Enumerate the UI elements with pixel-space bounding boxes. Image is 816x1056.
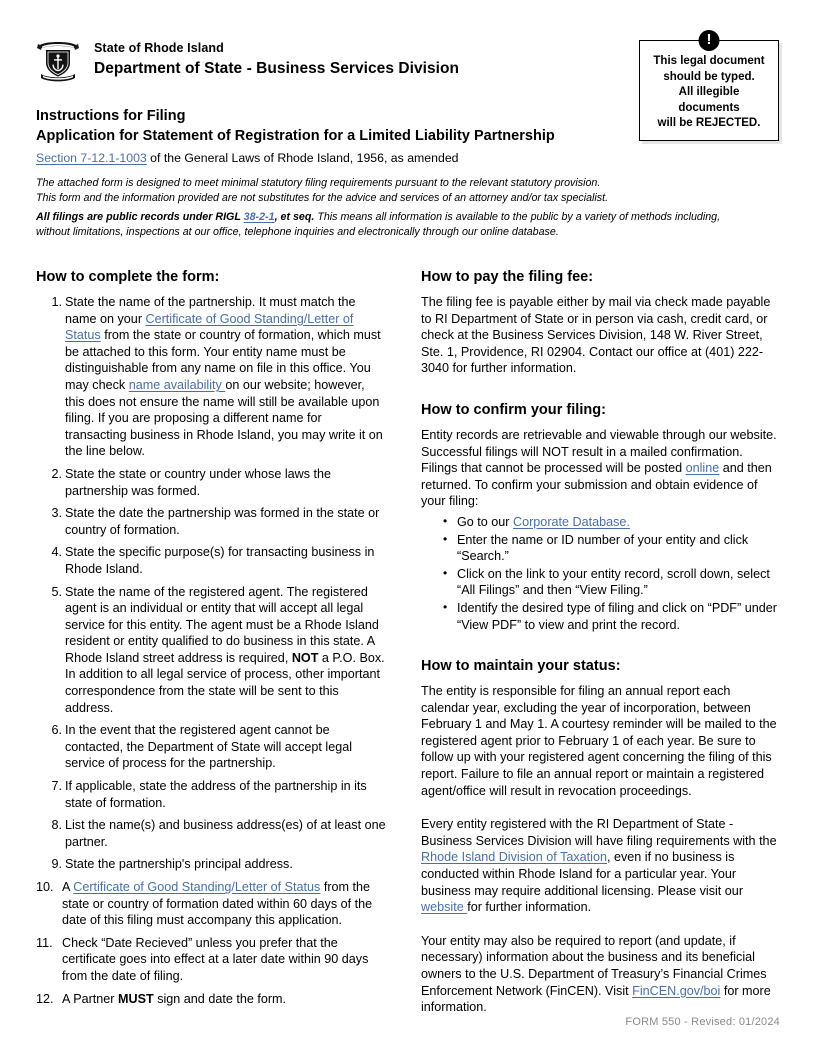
item-text-part1: State the name of the registered agent. The registered agent is an individual or entity that will accept all legal service for this entity. The agent must be a Rhode Island resident or entity qualified to do business in this state. A Rhode Island street address is required,	[65, 584, 379, 665]
item-text: State the specific purpose(s) for transacting business in Rhode Island.	[65, 545, 375, 576]
item-number: 9.	[51, 857, 62, 872]
public-records-rest: This means all information is available to the public by a variety of methods including, without limitations, inspections at our office, telephone inquiries and electronically through our online database.	[36, 211, 721, 238]
list-item	[36, 935, 386, 985]
list-item	[36, 466, 386, 499]
item-number: 5.	[51, 584, 62, 599]
item-text: List the name(s) and business address(es) of at least one partner.	[65, 818, 386, 849]
disclaimer-line-1: The attached form is designed to meet minimal statutory filing requirements pursuant to the relevant statutory provision.	[36, 177, 601, 189]
right-column	[421, 268, 779, 1029]
fincen-text-part1: Your entity may also be required to report (and update, if necessary) information about the business and its beneficial owners to the U.S. Department of Treasury’s Financial Crimes Enforcement Network (FinCEN). Visit	[421, 933, 767, 998]
maintain-status-paragraph-3	[421, 933, 779, 1016]
rhode-island-state-seal-icon	[36, 38, 80, 84]
item-number: 8.	[51, 818, 62, 833]
list-item	[443, 566, 779, 599]
list-item	[36, 294, 386, 460]
online-link[interactable]: online	[685, 461, 720, 476]
statute-link[interactable]: Section 7-12.1-1003	[36, 151, 147, 165]
bullet-text: Identify the desired type of filing and click on “PDF” under “View PDF” to view and print the record.	[457, 600, 777, 632]
confirm-filing-heading: How to confirm your filing:	[421, 401, 606, 418]
document-header	[36, 38, 459, 84]
item-text-part1: A	[62, 880, 74, 894]
list-item	[443, 532, 779, 565]
list-item	[36, 722, 386, 772]
notice-box	[639, 40, 779, 141]
fincen-text-part2: for more information.	[421, 983, 771, 1015]
confirm-filing-paragraph	[421, 427, 779, 510]
list-item	[36, 505, 386, 538]
public-records-paragraph	[36, 210, 726, 239]
exclamation-circle-icon: !	[699, 30, 720, 51]
item-number: 2.	[51, 466, 62, 481]
item-text-part3: a P.O. Box. In addition to all legal service of process, other important correspondence from the state will be sent to this address.	[65, 650, 385, 715]
item-text-part1: A Partner	[62, 991, 119, 1006]
notice-line-5: will be REJECTED.	[657, 117, 761, 129]
agency-name-block	[94, 38, 459, 80]
item-number: 6.	[51, 723, 62, 738]
department-name: Department of State - Business Services Division	[94, 60, 460, 77]
certificate-good-standing-link[interactable]: Certificate of Good Standing/Letter of Status	[73, 880, 321, 894]
form-footer: FORM 550 - Revised: 01/2024	[625, 1016, 780, 1028]
item-text-part3: on our website; however, this does not ensure the name will still be available upon filing. If you are proposing a different name for transacting business in Rhode Island, you may write it on the line below.	[65, 377, 383, 459]
maintain-text-part3: for further information.	[467, 900, 592, 915]
legal-notice-callout	[639, 31, 779, 141]
disclaimer-line-2: This form and the information provided are not substitutes for the advice and services of an attorney and/or tax specialist.	[36, 191, 609, 204]
item-emphasis-must: MUST	[118, 991, 154, 1006]
item-number: 10.	[36, 880, 54, 894]
title-line-1: Instructions for Filing	[36, 108, 186, 124]
maintain-status-paragraph-1: The entity is responsible for filing an annual report each calendar year, excluding the year of incorporation, between February 1 and May 1. A courtesy reminder will be mailed to the registered agent prior to February 1 of each year. Be sure to follow up with your registered agent concerning the filing of this report. Failure to file an annual report or maintain a registered agent/office will result in revocation proceedings.	[421, 684, 777, 798]
item-text: State the state or country under whose laws the partnership was formed.	[65, 466, 332, 498]
item-text: If applicable, state the address of the partnership in its state of formation.	[65, 779, 367, 810]
corporate-database-link[interactable]: Corporate Database.	[513, 514, 630, 529]
state-name: State of Rhode Island	[94, 41, 224, 55]
list-item	[36, 856, 386, 873]
maintain-status-paragraph-2	[421, 816, 779, 916]
list-item	[36, 991, 386, 1008]
item-text-part2: from the state or country of formation dated within 60 days of the date of this filing must accompany this application.	[62, 880, 373, 928]
notice-line-3: All illegible	[678, 86, 740, 98]
item-number: 1.	[51, 295, 62, 309]
notice-line-2: should be typed.	[663, 70, 755, 83]
list-item	[36, 778, 386, 811]
name-availability-link[interactable]: name availability	[128, 377, 226, 392]
public-records-bold-prefix: All filings are public records under RIGL	[36, 211, 244, 223]
title-line-2: Application for Statement of Registration for a Limited Liability Partnership	[36, 128, 555, 144]
pay-fee-heading: How to pay the filing fee:	[421, 269, 594, 285]
statute-rest: of the General Laws of Rhode Island, 1956, as amended	[146, 151, 459, 165]
notice-line-1: This legal document	[653, 55, 765, 67]
certificate-good-standing-link[interactable]: Certificate of Good Standing/Letter of Status	[65, 311, 354, 343]
confirm-text-part1: Entity records are retrievable and viewable through our website. Successful filings will NOT result in a mailed confirmation. Filings that cannot be processed will be posted	[421, 427, 777, 476]
list-item	[36, 817, 386, 850]
maintain-text-part2: , even if no business is conducted within Rhode Island for a particular year. Your business may require additional licensing. Please visit our	[421, 850, 744, 898]
item-text: Check “Date Recieved” unless you prefer that the certificate goes into effect at a later date within 90 days from the date of filing.	[62, 935, 369, 983]
item-text: State the partnership's principal address.	[65, 857, 293, 872]
confirm-filing-steps	[421, 514, 779, 633]
website-link[interactable]: website	[421, 900, 468, 915]
confirm-text-part2: and then returned. To confirm your submission and obtain evidence of your filing:	[421, 461, 772, 509]
item-text: State the date the partnership was formed in the state or country of formation.	[65, 506, 380, 537]
item-text: In the event that the registered agent cannot be contacted, the Department of State will accept legal service of process for the partnership.	[65, 723, 353, 771]
item-number: 11.	[36, 935, 53, 950]
disclaimer-paragraph	[36, 176, 726, 205]
item-number: 12.	[36, 991, 54, 1006]
list-item	[443, 600, 779, 633]
item-text-part1: State the name of the partnership. It must match the name on your	[65, 295, 356, 326]
rigl-link[interactable]: 38-2-1	[243, 211, 275, 223]
item-number: 3.	[51, 506, 62, 521]
bullet-text: Enter the name or ID number of your entity and click “Search.”	[457, 532, 749, 564]
pay-fee-paragraph: The filing fee is payable either by mail via check made payable to RI Department of State or in person via cash, credit card, or check at the Business Services Division, 148 W. River Street, Ste. 1, Providence, RI 02904. Contact our office at (401) 222-3040 for further information.	[421, 295, 771, 376]
complete-form-list	[36, 294, 386, 1007]
item-number: 4.	[51, 545, 62, 560]
statute-reference	[36, 150, 459, 166]
page-title	[36, 106, 636, 146]
public-records-bold-suffix: , et seq.	[274, 211, 315, 223]
bullet-text-part1: Go to our	[457, 514, 514, 529]
fincen-boi-link[interactable]: FinCEN.gov/boi	[632, 983, 721, 998]
list-item	[443, 514, 779, 531]
list-item	[36, 544, 386, 577]
maintain-status-heading: How to maintain your status:	[421, 658, 621, 675]
item-text-part2: from the state or country of formation, which must be attached to this form. Your entity name must be distinguishable from any name on file in this office. You may check	[65, 328, 381, 392]
list-item	[36, 879, 386, 929]
item-emphasis-not: NOT	[291, 650, 319, 665]
maintain-text-part1: Every entity registered with the RI Department of State - Business Services Division will have filing requirements with the	[421, 817, 777, 848]
notice-line-4: documents	[678, 101, 740, 114]
list-item	[36, 584, 386, 717]
complete-form-heading: How to complete the form:	[36, 269, 220, 285]
bullet-text: Click on the link to your entity record, scroll down, select “All Filings” and then “View Filing.”	[457, 566, 770, 598]
item-number: 7.	[51, 779, 62, 794]
left-column	[36, 268, 386, 1013]
division-of-taxation-link[interactable]: Rhode Island Division of Taxation	[421, 850, 607, 865]
item-text-part3: sign and date the form.	[153, 991, 287, 1006]
